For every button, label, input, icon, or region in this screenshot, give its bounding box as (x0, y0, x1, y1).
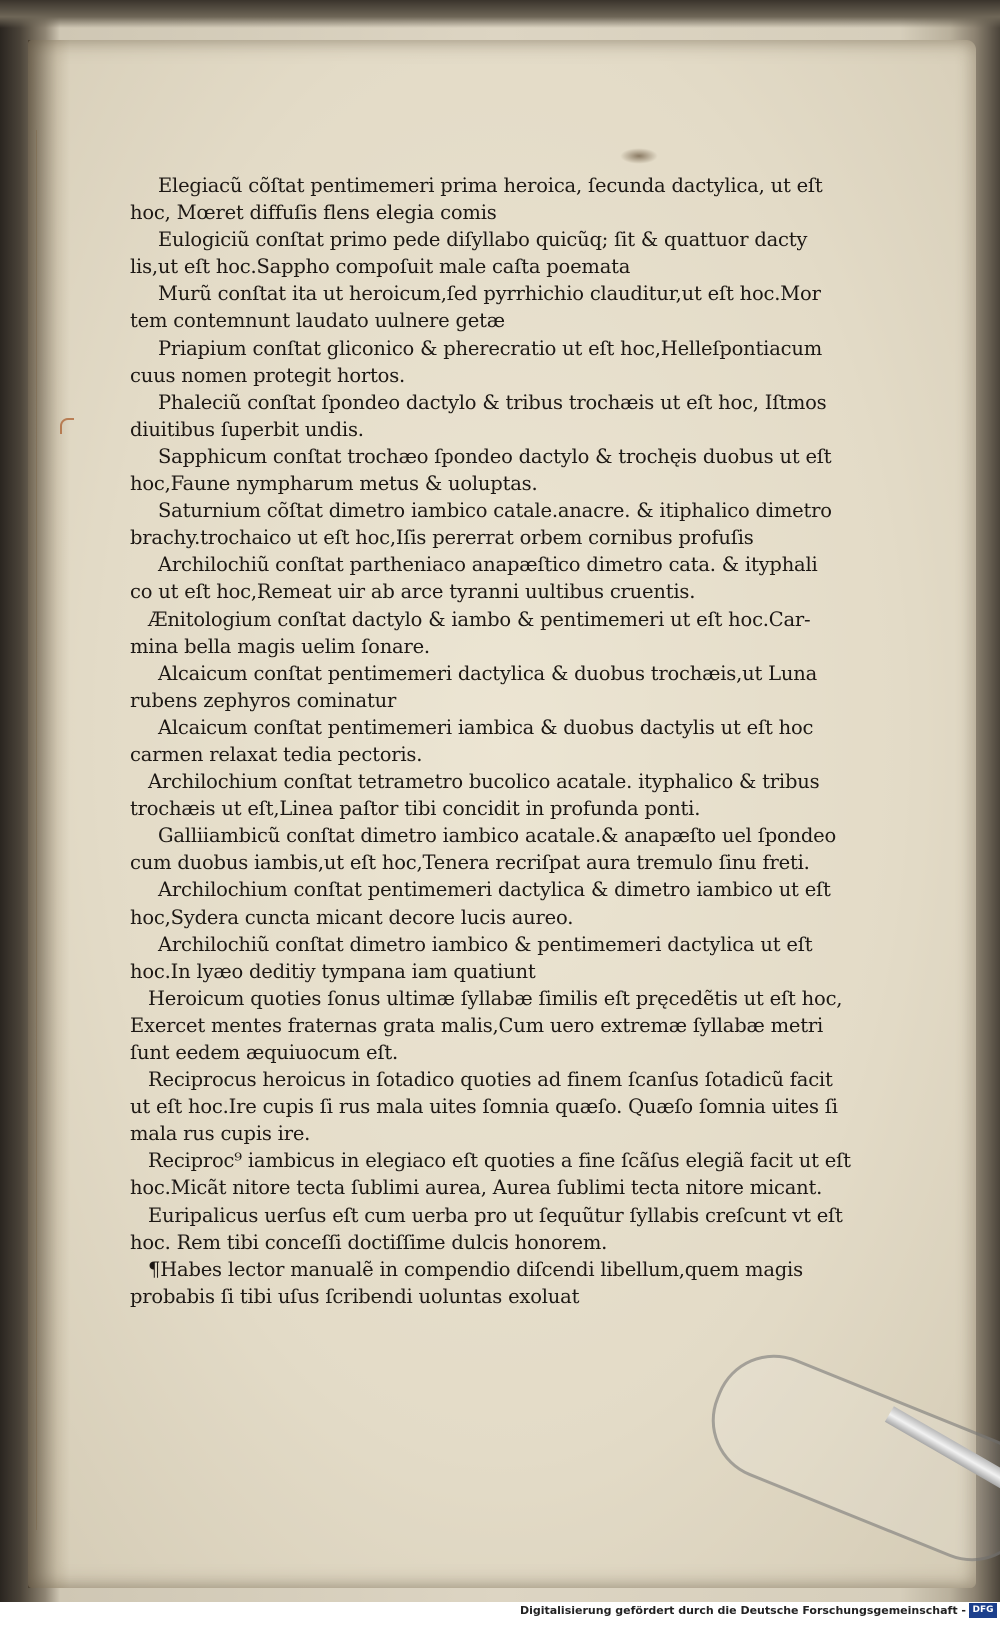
text-line: co ut eſt hoc,Remeat uir ab arce tyranni uultibus cruentis. (130, 580, 696, 604)
text-line: Alcaicum conſtat pentimemeri iambica & duobus dactylis ut eſt hoc (158, 715, 814, 739)
text-line: mina bella magis uelim ſonare. (130, 634, 430, 658)
text-line: Exercet mentes fraternas grata malis,Cum uero extremæ ſyllabæ metri (130, 1013, 824, 1037)
text-line: diuitibus ſuperbit undis. (130, 417, 364, 441)
text-line: Euripalicus uerſus eſt cum uerba pro ut ſequũtur ſyllabis creſcunt vt eſt (148, 1203, 843, 1227)
text-line: Saturnium cõſtat dimetro iambico catale.anacre. & itiphalico dimetro (158, 499, 832, 523)
text-line: Archilochium conſtat pentimemeri dactylica & dimetro iambico ut eſt (158, 878, 831, 902)
text-line: ¶Habes lector manualẽ in compendio diſcendi libellum,quem magis (148, 1257, 803, 1281)
text-line: Priapium conſtat gliconico & pherecratio ut eſt hoc,Helleſpontiacum (158, 336, 822, 360)
text-line: Galliiambicũ conſtat dimetro iambico acatale.& anapæſto uel ſpondeo (158, 824, 837, 848)
text-line: Ænitologium conſtat dactylo & iambo & pentimemeri ut eſt hoc.Car- (148, 607, 811, 631)
text-line: Archilochiũ conſtat dimetro iambico & pentimemeri dactylica ut eſt (158, 932, 813, 956)
page-text-block (130, 172, 890, 1310)
spine-crease (36, 130, 47, 1530)
page-gutter-shadow (28, 40, 70, 1588)
text-line: mala rus cupis ire. (130, 1122, 311, 1146)
text-line: Archilochium conſtat tetrametro bucolico acatale. ityphalico & tribus (148, 770, 820, 794)
text-line: Sapphicum conſtat trochæo ſpondeo dactylo & trochęis duobus ut eſt (158, 444, 832, 468)
text-line: cum duobus iambis,ut eſt hoc,Tenera recriſpat aura tremulo ſinu freti. (130, 851, 810, 875)
text-line: Reciproc⁹ iambicus in elegiaco eſt quoties a fine ſcãſus elegiã facit ut eſt (148, 1149, 851, 1173)
digitization-credit: Digitalisierung gefördert durch die Deutsche Forschungsgemeinschaft - (519, 1604, 966, 1617)
text-line: rubens zephyros cominatur (130, 688, 397, 712)
text-line: hoc, Mœret diffuſis flens elegia comis (130, 201, 497, 225)
text-line: trochæis ut eſt,Linea paſtor tibi concidit in profunda ponti. (130, 797, 701, 821)
text-line: ut eſt hoc.Ire cupis ſi rus mala uites ſomnia quæſo. Quæſo ſomnia uites ſi (130, 1095, 838, 1119)
text-line: hoc. Rem tibi conceſſi doctiſſime dulcis honorem. (130, 1230, 608, 1254)
text-line: Phaleciũ conſtat ſpondeo dactylo & tribus trochæis ut eſt hoc, Iſtmos (158, 390, 827, 414)
text-line: hoc.In lyæo deditiy tympana iam quatiunt (130, 959, 536, 983)
text-line: ſunt eedem æquiuocum eſt. (130, 1041, 399, 1064)
text-line: Reciprocus heroicus in ſotadico quoties ad finem ſcanſus ſotadicũ facit (148, 1068, 833, 1092)
ink-smudge (620, 148, 658, 164)
text-line: tem contemnunt laudato uulnere getæ (130, 309, 505, 333)
text-line: brachy.trochaico ut eſt hoc,Iſis pererrat orbem cornibus profuſis (130, 526, 754, 550)
text-line: Murũ conſtat ita ut heroicum,ſed pyrrhichio clauditur,ut eſt hoc.Mor (158, 282, 821, 306)
margin-mark (60, 418, 74, 434)
text-line: Archilochiũ conſtat partheniaco anapæſtico dimetro cata. & ityphali (158, 553, 818, 577)
text-line: hoc,Faune nympharum metus & uoluptas. (130, 472, 538, 496)
text-line: probabis ſi tibi uſus ſcribendi uoluntas exoluat (130, 1284, 580, 1308)
text-line: hoc,Sydera cuncta micant decore lucis aureo. (130, 905, 574, 929)
text-line: hoc.Micãt nitore tecta ſublimi aurea, Aurea ſublimi tecta nitore micant. (130, 1176, 823, 1200)
text-line: Eulogiciũ conſtat primo pede diſyllabo quicũq; ſit & quattuor dacty (158, 228, 808, 252)
book-top-edge (0, 0, 1000, 28)
text-line: Alcaicum conſtat pentimemeri dactylica & duobus trochæis,ut Luna (158, 661, 817, 685)
text-line: lis,ut eſt hoc.Sappho compoſuit male caſta poemata (130, 255, 631, 279)
text-line: Heroicum quoties ſonus ultimæ ſyllabæ ſimilis eſt pręcedẽtis ut eſt hoc, (148, 986, 843, 1010)
text-line: carmen relaxat tedia pectoris. (130, 742, 423, 766)
text-line: cuus nomen protegit hortos. (130, 363, 406, 387)
dfg-logo: DFG (969, 1603, 997, 1618)
text-line: Elegiacũ cõſtat pentimemeri prima heroica, ſecunda dactylica, ut eſt (158, 174, 823, 197)
